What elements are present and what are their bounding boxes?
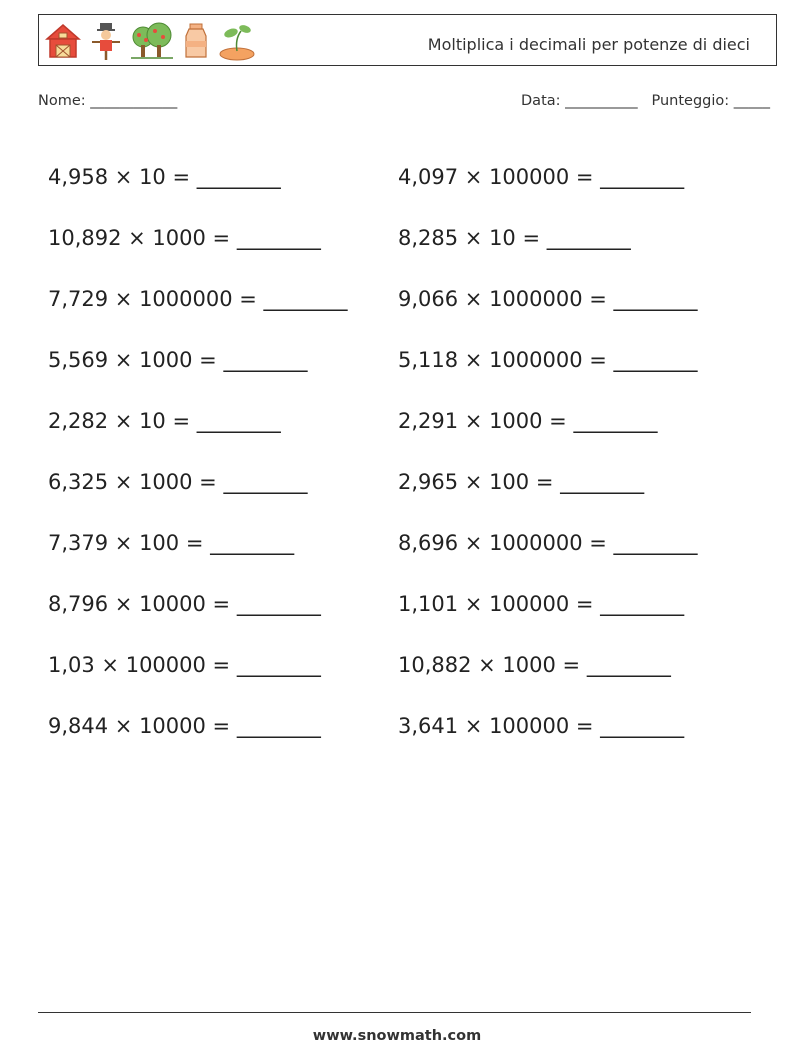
- milk-can-icon: [181, 21, 211, 61]
- problem-item: 5,118 × 1000000 = ________: [398, 347, 698, 372]
- problem-item: 10,892 × 1000 = ________: [48, 225, 321, 250]
- problem-item: 1,101 × 100000 = ________: [398, 591, 685, 616]
- footer-url[interactable]: www.snowmath.com: [312, 1028, 482, 1044]
- problem-row: [48, 573, 748, 634]
- problem-item: 1,03 × 100000 = ________: [48, 652, 321, 677]
- problem-item: 7,729 × 1000000 = ________: [48, 286, 348, 311]
- problem-item: 8,796 × 10000 = ________: [48, 591, 321, 616]
- problem-item: 2,291 × 1000 = ________: [398, 408, 658, 433]
- problem-item: 9,066 × 1000000 = ________: [398, 286, 698, 311]
- problem-grid: [48, 146, 748, 756]
- problem-row: [48, 329, 748, 390]
- name-field: Nome: ____________: [38, 93, 178, 109]
- problem-item: 6,325 × 1000 = ________: [48, 469, 308, 494]
- problem-row: [48, 207, 748, 268]
- problem-item: 5,569 × 1000 = ________: [48, 347, 308, 372]
- date-field: Data: __________: [521, 93, 638, 109]
- page-title: Moltiplica i decimali per potenze di dieci: [427, 35, 750, 54]
- problem-item: 4,958 × 10 = ________: [48, 164, 281, 189]
- problem-item: 8,285 × 10 = ________: [398, 225, 631, 250]
- problem-row: [48, 146, 748, 207]
- problem-row: [48, 390, 748, 451]
- problem-item: 2,965 × 100 = ________: [398, 469, 645, 494]
- score-field: Punteggio: _____: [651, 93, 770, 109]
- problem-item: 10,882 × 1000 = ________: [398, 652, 671, 677]
- problem-item: 2,282 × 10 = ________: [48, 408, 281, 433]
- scarecrow-icon: [89, 21, 123, 61]
- barn-icon: [43, 21, 83, 61]
- footer-divider: [38, 1012, 751, 1013]
- tree-icon: [129, 21, 175, 61]
- problem-row: [48, 634, 748, 695]
- problem-item: 7,379 × 100 = ________: [48, 530, 295, 555]
- problem-row: [48, 451, 748, 512]
- problem-item: 3,641 × 100000 = ________: [398, 713, 685, 738]
- problem-item: 9,844 × 10000 = ________: [48, 713, 321, 738]
- date-score-fields: [521, 93, 770, 109]
- problem-row: [48, 695, 748, 756]
- problem-item: 4,097 × 100000 = ________: [398, 164, 685, 189]
- seedling-icon: [217, 21, 257, 61]
- header-box: [38, 14, 777, 66]
- problem-row: [48, 268, 748, 329]
- problem-item: 8,696 × 1000000 = ________: [398, 530, 698, 555]
- header-icons: [43, 19, 257, 63]
- problem-row: [48, 512, 748, 573]
